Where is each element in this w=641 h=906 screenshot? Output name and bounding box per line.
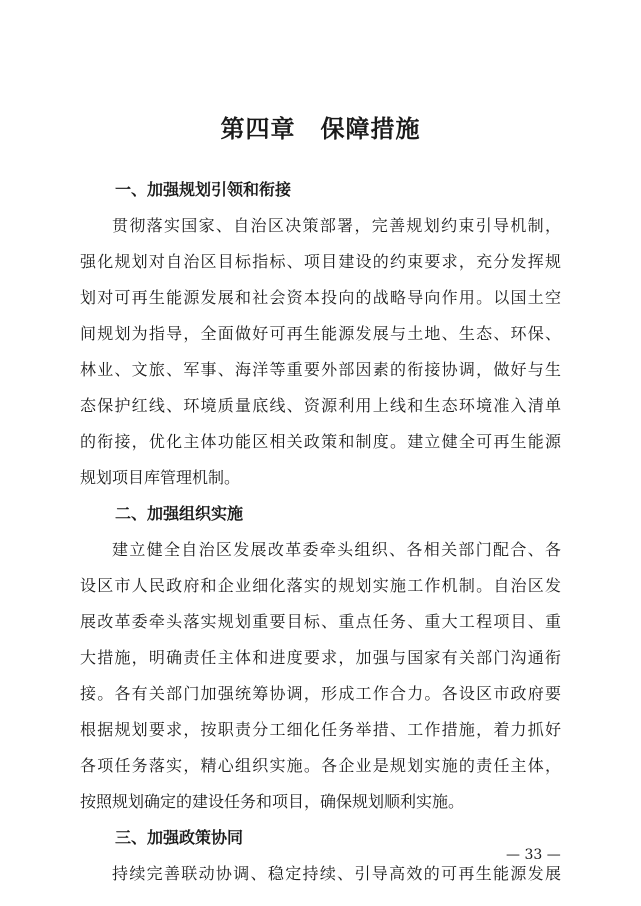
paragraph-line: 大措施，明确责任主体和进度要求，加强与国家有关部门沟通衔 <box>80 648 561 667</box>
paragraph-line: 建立健全自治区发展改革委牵头组织、各相关部门配合、各 <box>112 540 561 559</box>
paragraph-line: 划对可再生能源发展和社会资本投向的战略导向作用。以国土空 <box>80 288 561 307</box>
section-heading-3: 三、加强政策协同 <box>115 828 244 847</box>
paragraph-line: 按照规划确定的建设任务和项目，确保规划顺利实施。 <box>80 792 465 811</box>
section-heading-1: 一、加强规划引领和衔接 <box>115 180 292 199</box>
paragraph-line: 设区市人民政府和企业细化落实的规划实施工作机制。自治区发 <box>80 576 561 595</box>
paragraph-line: 贯彻落实国家、自治区决策部署，完善规划约束引导机制， <box>112 216 561 235</box>
paragraph-line: 各项任务落实，精心组织实施。各企业是规划实施的责任主体， <box>80 756 561 775</box>
paragraph-line: 林业、文旅、军事、海洋等重要外部因素的衔接协调，做好与生 <box>80 360 561 379</box>
paragraph-line: 持续完善联动协调、稳定持续、引导高效的可再生能源发展 <box>112 864 561 883</box>
paragraph-line: 的衔接，优化主体功能区相关政策和制度。建立健全可再生能源 <box>80 432 561 451</box>
paragraph-line: 态保护红线、环境质量底线、资源利用上线和生态环境准入清单 <box>80 396 561 415</box>
paragraph-line: 规划项目库管理机制。 <box>80 468 241 487</box>
section-heading-2: 二、加强组织实施 <box>115 504 244 523</box>
paragraph-line: 展改革委牵头落实规划重要目标、重点任务、重大工程项目、重 <box>80 612 561 631</box>
paragraph-line: 根据规划要求，按职责分工细化任务举措、工作措施，着力抓好 <box>80 720 561 739</box>
page-title: 第四章 保障措施 <box>220 114 421 143</box>
paragraph-line: 接。各有关部门加强统筹协调，形成工作合力。各设区市政府要 <box>80 684 561 703</box>
paragraph-line: 强化规划对自治区目标指标、项目建设的约束要求，充分发挥规 <box>80 252 561 271</box>
page-number: — 33 — <box>506 847 561 863</box>
paragraph-line: 间规划为指导，全面做好可再生能源发展与土地、生态、环保、 <box>80 324 561 343</box>
